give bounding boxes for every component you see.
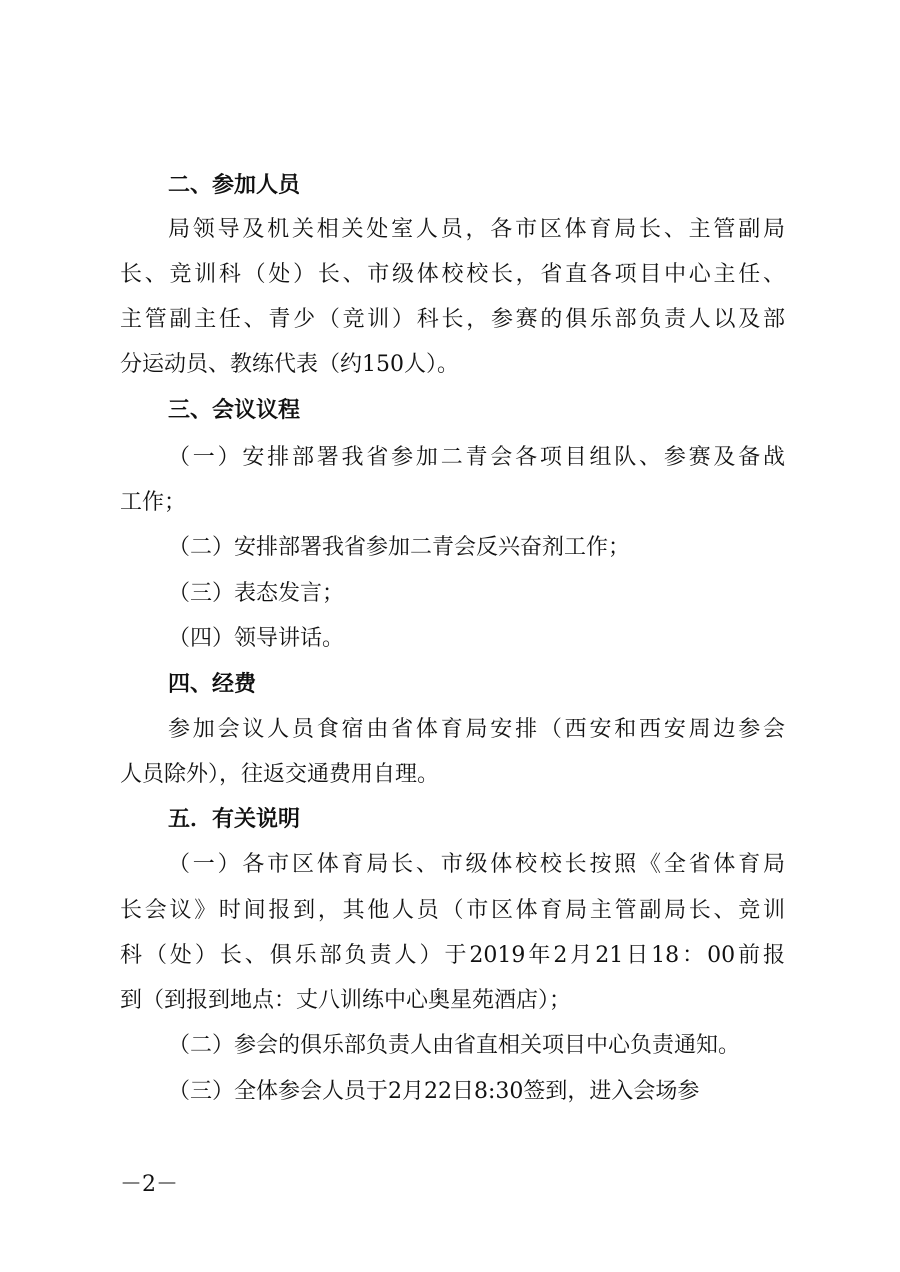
text-line: 人员除外），往返交通费用自理。: [120, 762, 440, 787]
text-line: 工作；: [120, 490, 187, 515]
text-line: （三）表态发言；: [168, 581, 345, 606]
text-line: 长会议》时间报到，其他人员（市区体育局主管副局长、竞训: [120, 898, 785, 923]
section-heading: 五．有关说明: [168, 807, 301, 832]
text-line: （四）领导讲话。: [168, 626, 345, 651]
section-heading: 四、经费: [168, 672, 257, 697]
text-line: （二）参会的俱乐部负责人由省直相关项目中心负责通知。: [168, 1033, 741, 1058]
text-line: 长、竞训科（处）长、市级体校校长，省直各项目中心主任、: [120, 262, 785, 287]
text-line: （一）各市区体育局长、市级体校校长按照《全省体育局: [168, 852, 785, 877]
text-line: （二）安排部署我省参加二青会反兴奋剂工作；: [168, 535, 631, 560]
text-line: 分运动员、教练代表（约150人）。: [120, 352, 459, 377]
text-line: 局领导及机关相关处室人员，各市区体育局长、主管副局: [168, 217, 785, 242]
section-heading: 二、参加人员: [168, 173, 301, 198]
text-line: 科（处）长、俱乐部负责人）于2019年2月21日18：00前报: [120, 943, 785, 968]
text-line: 主管副主任、青少（竞训）科长，参赛的俱乐部负责人以及部: [120, 307, 785, 332]
text-line: （一）安排部署我省参加二青会各项目组队、参赛及备战: [168, 445, 785, 470]
text-line: 到（到报到地点：丈八训练中心奥星苑酒店）；: [120, 988, 572, 1013]
section-heading: 三、会议议程: [168, 398, 301, 423]
text-line: （三）全体参会人员于2月22日8:30签到，进入会场参: [168, 1079, 700, 1104]
text-line: 参加会议人员食宿由省体育局安排（西安和西安周边参会: [168, 717, 785, 742]
page-number: －2－: [120, 1172, 178, 1197]
